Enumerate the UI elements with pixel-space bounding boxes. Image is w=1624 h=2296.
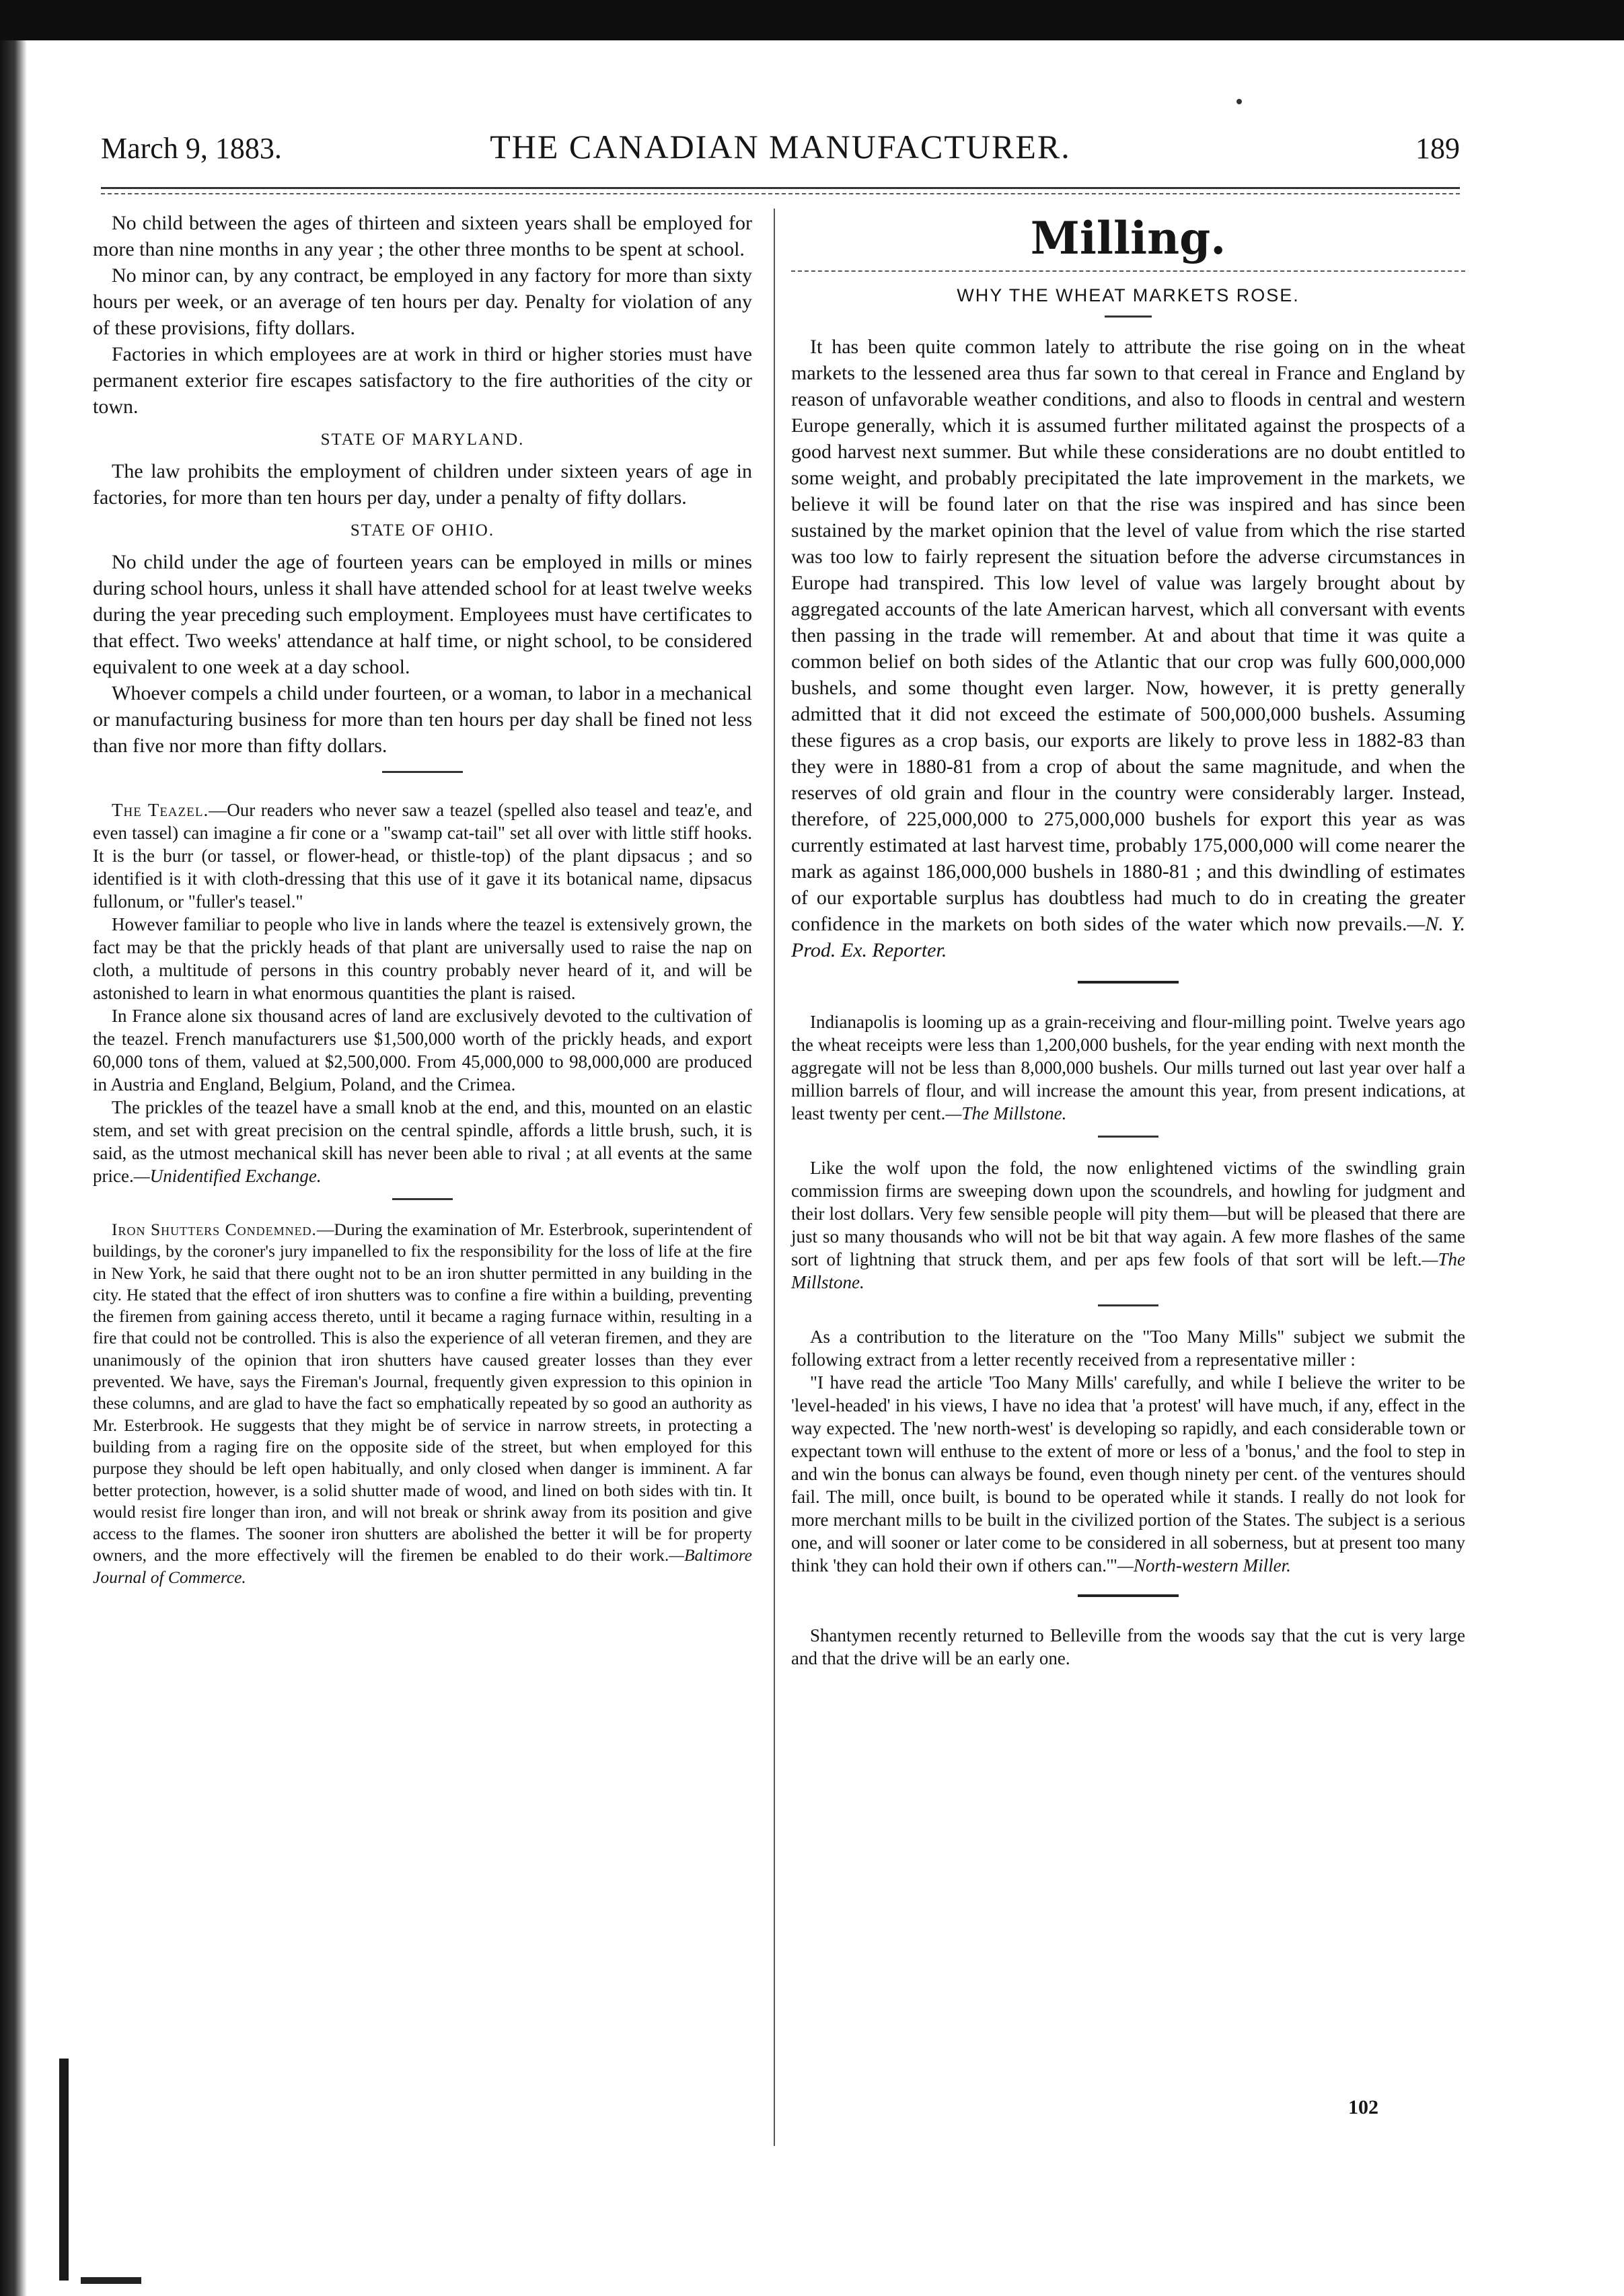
scan-binding-mark [59, 2059, 69, 2281]
section-heading-maryland: STATE OF MARYLAND. [320, 431, 525, 449]
article-source: —Baltimore Journal of Commerce. [93, 1545, 752, 1587]
article-too-many-mills [791, 1325, 1465, 1577]
article-indianapolis [791, 1010, 1465, 1125]
article-iron-shutters [93, 1219, 752, 1588]
article-source: —Unidentified Exchange. [133, 1166, 322, 1186]
article-text: —Our readers who never saw a teazel (spelled also teasel and teaz'e, and even tassel) can imagine a fir cone or a "swamp cat-tail" set all over with little stiff hooks. It is the burr (or tassel, or flower-head, or thistle-top) of the plant dipsacus ; and so identified is it with cloth-dressing that this use of it gave it its botanical name, dipsacus fullonum, or "fuller's teasel." [93, 800, 752, 912]
header-rule [101, 187, 1460, 194]
publication-title: THE CANADIAN MANUFACTURER. [490, 128, 1071, 165]
article-source: —North-western Miller. [1117, 1555, 1291, 1576]
law-paragraph: Whoever compels a child under fourteen, or a woman, to labor in a mechanical or manufacturing business for more than ten hours per day shall be fined not less than five nor more than fifty dollars. [93, 682, 752, 757]
law-paragraph: No child under the age of fourteen years can be employed in mills or mines during school hours, unless it shall have attended school for at least twelve weeks during the year preceding such employment. Employees must have certificates to that effect. Two weeks' attendance at half time, or night school, to be considered equivalent to one week at a day school. [93, 551, 752, 678]
article-source: —The Millstone. [791, 1249, 1465, 1292]
law-paragraph: No minor can, by any contract, be employed in any factory for more than sixty hours per week, or an average of ten hours per day. Penalty for violation of any of these provisions, fifty dollars. [93, 264, 752, 339]
left-column [93, 210, 752, 1588]
page-number: 189 [1415, 132, 1460, 165]
article-separator [1078, 1594, 1179, 1597]
article-separator [1078, 981, 1179, 984]
article-separator [1098, 1304, 1158, 1306]
article-title-wheat: WHY THE WHEAT MARKETS ROSE. [957, 285, 1300, 305]
law-paragraph: No child between the ages of thirteen and sixteen years shall be employed for more than nine months in any year ; the other three months to be spent at school. [93, 212, 752, 260]
scan-speck [1237, 99, 1242, 104]
article-source: —The Millstone. [945, 1103, 1067, 1123]
article-lead-teazel: The Teazel. [112, 800, 209, 820]
article-teazel [93, 799, 752, 1187]
article-text: The prickles of the teazel have a small knob at the end, and this, mounted on an elastic stem, and set with great precision on the central spindle, affords a little brush, such, it is said, as the utmost mechanical skill has never been able to rival ; at all events at the same price. [93, 1097, 752, 1186]
footer-number: 102 [1348, 2096, 1378, 2118]
article-quote: "I have read the article 'Too Many Mills' carefully, and while I believe the writer to be 'level-headed' in his views, I have no idea that 'a protest' will have much, if any, effect in the way expected. The 'new north-west' is developing so rapidly, and each considerable town or expectant town will enthuse to the extent of more or less of a 'bonus,' and the fool to step in and win the bonus can always be found, even though ninety per cent. of the ventures should fail. The mill, once built, is bound to be operated while it stands. I really do not look for more merchant mills to be built in the civilized portion of the States. The subject is a serious one, and will sooner or later come to be considered in all soberness, but at present too many think 'they can hold their own if others can.'" [791, 1372, 1465, 1576]
article-text: Like the wolf upon the fold, the now enlightened victims of the swindling grain commission firms are sweeping down upon the scoundrels, and howling for judgment and their lost dollars. Very few sensible people will pity them—but will be pleased that there are just so many thousands who will not be bit that way again. A few more flashes of the same sort of lightning that struck them, and per aps few fools of that sort will be left. [791, 1158, 1465, 1269]
article-separator [382, 771, 463, 773]
article-wolf [791, 1156, 1465, 1294]
article-separator [392, 1198, 453, 1200]
article-text: —During the examination of Mr. Esterbrook, superintendent of buildings, by the coroner's jury impanelled to fix the responsibility for the loss of life at the fire in New York, he said that there ought not to be an iron shutter permitted in any building in the city. He stated that the effect of iron shutters was to confine a fire within a building, preventing the firemen from gaining access thereto, until it became a raging furnace within, resulting in a fire that could not be controlled. This is also the experience of all veteran firemen, and they are unanimously of the opinion that iron shutters have caused greater losses than they ever prevented. We have, says the Fireman's Journal, frequently given expression to this opinion in these columns, and are glad to have the fact so emphatically repeated by so good an authority as Mr. Esterbrook. He suggests that they might be of service in narrow streets, in protecting a building from a raging fire on the opposite side of the street, but when employed for this purpose they should be left open habitually, and only closed when danger is imminent. A far better protection, however, is a solid shutter made of wood, and lined on both sides with tin. It would resist fire longer than iron, and will not break or shrink away from its position and give access to the flames. The sooner iron shutters are abolished the better it will be for property owners, and the more effectively will the firemen be enabled to do their work. [93, 1220, 753, 1565]
column-divider [774, 209, 775, 2146]
article-text: Shantymen recently returned to Belleville from the woods say that the cut is very large and that the drive will be an early one. [791, 1625, 1465, 1668]
section-heading-ohio: STATE OF OHIO. [350, 521, 495, 540]
article-text: It has been quite common lately to attribute the rise going on in the wheat markets to the lessened area thus far sown to that cereal in France and England by reason of unfavorable weather conditions, and also to floods in central and western Europe generally, which it is assumed further militated against the prospects of a good harvest next summer. But while these considerations are no doubt entitled to some weight, and probably precipitated the late improvement in the markets, we believe it will be found later on that the rise was inspired and has since been sustained by the market opinion that the level of value from which the rise started was too low to fairly represent the situation before the adverse circumstances in Europe had transpired. This low level of value was largely brought about by aggregated accounts of the late American harvest, which all conversant with events then passing in the trade will remember. At and about that time it was quite a common belief on both sides of the Atlantic that our crop was fully 600,000,000 bushels, and some thought even larger. Now, however, it is pretty generally admitted that it did not exceed the estimate of 500,000,000 bushels. Assuming these figures as a crop basis, our exports are likely to prove less in 1882-83 than they were in 1880-81 from a crop of about the same magnitude, and when the reserves of old grain and flour in the country were considerably larger. Instead, therefore, of 225,000,000 to 275,000,000 bushels for export this year as was currently estimated at last harvest time, probably 175,000,000 will come nearer the mark as against 186,000,000 bushels in 1880-81 ; and this dwindling of estimates of our exportable surplus has doubtless had much to do in creating the greater confidence in the markets on both sides of the water which now prevails. [791, 336, 1465, 935]
article-lead-iron-shutters: Iron Shutters Condemned. [112, 1220, 317, 1239]
article-source: —N. Y. Prod. Ex. Reporter. [791, 913, 1465, 961]
section-heading-milling: Milling. [1030, 212, 1226, 264]
article-text: Indianapolis is looming up as a grain-receiving and flour-milling point. Twelve years ago the wheat receipts were less than 1,200,000 bushels, for the year ending with next month the aggregate will not be less than 8,000,000 bushels. Our mills turned out last year over half a million barrels of flour, and will increase the amount this year, from present indications, at least twenty per cent. [791, 1012, 1465, 1123]
article-shantymen [791, 1624, 1465, 1670]
section-rule [791, 270, 1465, 272]
title-rule [1105, 316, 1152, 318]
law-paragraph: The law prohibits the employment of children under sixteen years of age in factories, for more than ten hours per day, under a penalty of fifty dollars. [93, 460, 752, 509]
law-paragraph: Factories in which employees are at work in third or higher stories must have permanent exterior fire escapes satisfactory to the fire authorities of the city or town. [93, 343, 752, 418]
article-text: However familiar to people who live in lands where the teazel is extensively grown, the fact may be that the prickly heads of that plant are universally used to raise the nap on cloth, a multitude of persons in this country probably never heard of it, and will be astonished to learn in what enormous quantities the plant is raised. [93, 914, 752, 1003]
scan-bottom-mark [81, 2277, 141, 2284]
issue-date: March 9, 1883. [101, 132, 282, 165]
right-column [791, 210, 1465, 1670]
article-separator [1098, 1136, 1158, 1138]
article-text: As a contribution to the literature on the "Too Many Mills" subject we submit the following extract from a letter recently received from a representative miller : [791, 1327, 1465, 1370]
page-header [101, 124, 1460, 178]
scan-top-band [0, 0, 1624, 40]
article-text: In France alone six thousand acres of land are exclusively devoted to the cultivation of the teazel. French manufacturers use $1,500,000 worth of the prickly heads, and export 60,000 tons of them, valued at $2,500,000. From 45,000,000 to 98,000,000 are produced in Austria and England, Belgium, Poland, and the Crimea. [93, 1006, 752, 1095]
scan-left-edge [0, 40, 27, 2296]
